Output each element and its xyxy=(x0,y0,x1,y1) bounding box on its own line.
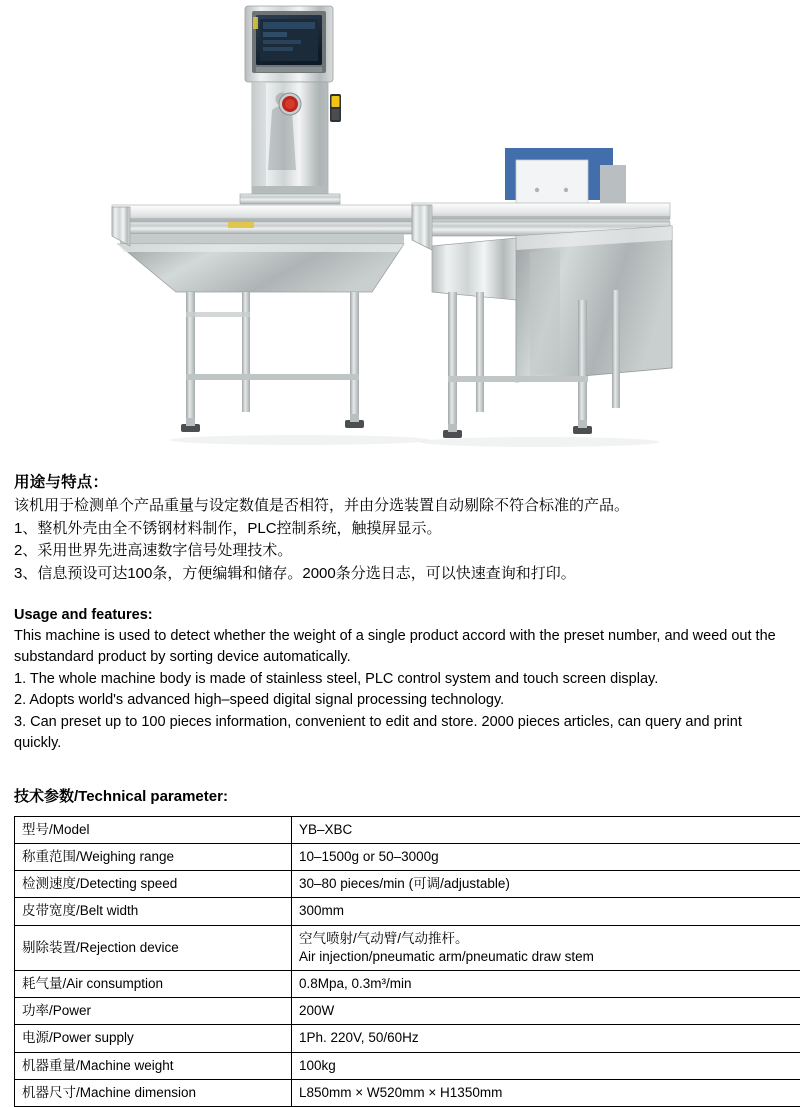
table-row xyxy=(15,971,800,998)
spec-value: YB–XBC xyxy=(292,816,800,843)
spec-key: 机器重量/Machine weight xyxy=(15,1052,292,1079)
cn-line-0: 该机用于检测单个产品重量与设定数值是否相符，并由分选装置自动剔除不符合标准的产品。 xyxy=(14,495,786,518)
spec-value: 0.8Mpa, 0.3m³/min xyxy=(292,971,800,998)
paragraph-chinese xyxy=(14,495,786,585)
spec-key: 皮带宽度/Belt width xyxy=(15,898,292,925)
spec-value-line-1: 空气喷射/气动臂/气动推杆。 xyxy=(299,930,800,948)
product-photo xyxy=(0,0,800,470)
spec-key: 耗气量/Air consumption xyxy=(15,971,292,998)
en-line-0: This machine is used to detect whether the weight of a single product accord with the preset number, and weed out the substandard product by sorting device automatically. xyxy=(14,626,786,669)
spec-key: 称重范围/Weighing range xyxy=(15,843,292,870)
spec-value xyxy=(292,925,800,970)
spec-key: 检测速度/Detecting speed xyxy=(15,871,292,898)
checkweigher-illustration xyxy=(0,0,800,470)
section-heading-english: Usage and features: xyxy=(14,607,786,623)
document-body xyxy=(0,470,800,1107)
table-row xyxy=(15,816,800,843)
spec-key: 电源/Power supply xyxy=(15,1025,292,1052)
en-line-2: 2. Adopts world's advanced high–speed digital signal processing technology. xyxy=(14,690,786,711)
spec-value-line-2: Air injection/pneumatic arm/pneumatic draw stem xyxy=(299,948,800,966)
en-line-1: 1. The whole machine body is made of stainless steel, PLC control system and touch screen display. xyxy=(14,669,786,690)
spec-value: 100kg xyxy=(292,1052,800,1079)
spec-value: 300mm xyxy=(292,898,800,925)
spec-key: 剔除装置/Rejection device xyxy=(15,925,292,970)
table-row xyxy=(15,898,800,925)
table-row xyxy=(15,1052,800,1079)
table-row xyxy=(15,843,800,870)
technical-parameter-table xyxy=(14,816,800,1107)
spec-table-heading: 技术参数/Technical parameter: xyxy=(14,785,786,806)
table-row xyxy=(15,1079,800,1106)
spec-value: 10–1500g or 50–3000g xyxy=(292,843,800,870)
cn-line-2: 2、采用世界先进高速数字信号处理技术。 xyxy=(14,540,786,563)
en-line-3: 3. Can preset up to 100 pieces information, convenient to edit and store. 2000 pieces articles, can query and print quickly. xyxy=(14,712,786,755)
spec-value: 30–80 pieces/min (可调/adjustable) xyxy=(292,871,800,898)
table-row xyxy=(15,998,800,1025)
table-row xyxy=(15,925,800,970)
spec-value: L850mm × W520mm × H1350mm xyxy=(292,1079,800,1106)
spec-key: 功率/Power xyxy=(15,998,292,1025)
spec-value: 200W xyxy=(292,998,800,1025)
paragraph-english xyxy=(14,626,786,755)
table-row xyxy=(15,871,800,898)
cn-line-1: 1、整机外壳由全不锈钢材料制作，PLC控制系统，触摸屏显示。 xyxy=(14,518,786,541)
spec-key: 机器尺寸/Machine dimension xyxy=(15,1079,292,1106)
cn-line-3: 3、信息预设可达100条，方便编辑和储存。2000条分选日志，可以快速查询和打印。 xyxy=(14,563,786,586)
spec-key: 型号/Model xyxy=(15,816,292,843)
table-row xyxy=(15,1025,800,1052)
spec-value: 1Ph. 220V, 50/60Hz xyxy=(292,1025,800,1052)
section-heading-chinese: 用途与特点： xyxy=(14,470,786,492)
